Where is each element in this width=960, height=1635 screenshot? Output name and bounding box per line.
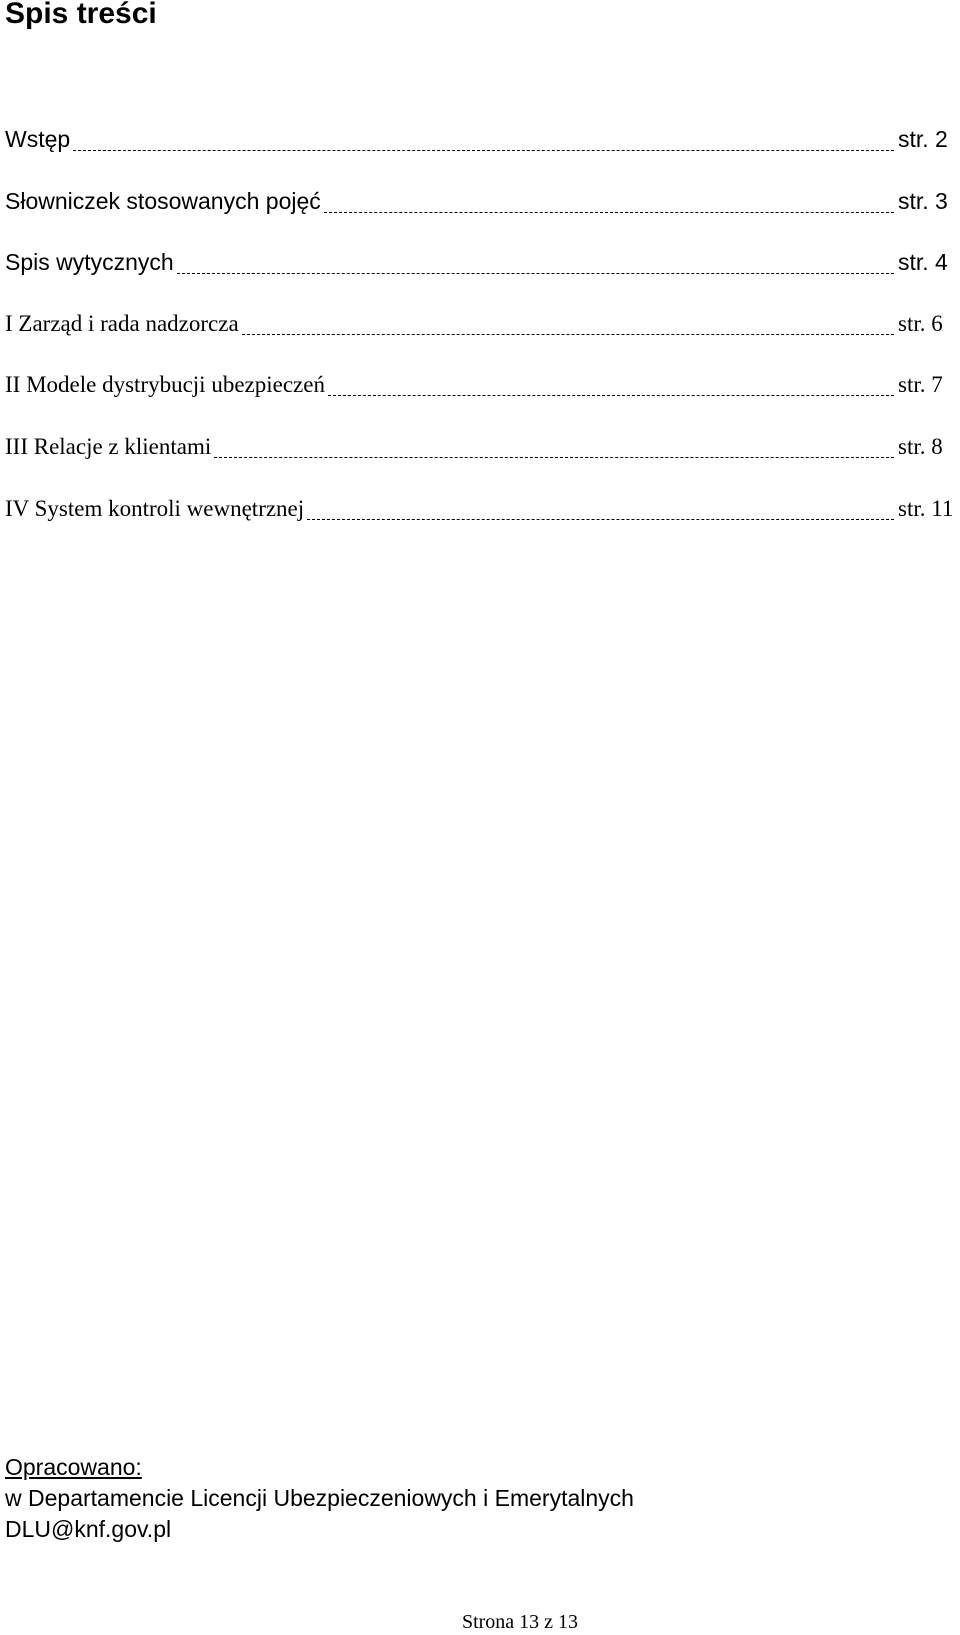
toc-entry-page: str. 2 bbox=[898, 126, 948, 152]
toc-entry-page: str. 3 bbox=[898, 187, 948, 214]
contact-email[interactable]: DLU@knf.gov.pl bbox=[5, 1516, 172, 1542]
toc-dotted-leader bbox=[214, 457, 894, 458]
toc-entry-title: Słowniczek stosowanych pojęć bbox=[5, 187, 321, 214]
toc-dotted-leader bbox=[324, 212, 894, 213]
toc-entry-title: IV System kontroli wewnętrznej bbox=[5, 495, 305, 521]
toc-entry[interactable] bbox=[5, 309, 960, 371]
toc-dotted-leader bbox=[307, 519, 894, 520]
table-of-contents bbox=[5, 124, 960, 555]
toc-entry[interactable] bbox=[5, 370, 960, 432]
toc-entry[interactable] bbox=[5, 186, 960, 248]
toc-entry-page: str. 6 bbox=[898, 310, 943, 336]
toc-entry[interactable] bbox=[5, 494, 960, 556]
toc-dotted-leader bbox=[242, 334, 894, 335]
toc-dotted-leader bbox=[177, 273, 894, 274]
prepared-by-block bbox=[5, 1452, 634, 1545]
toc-entry-page: str. 7 bbox=[898, 372, 943, 398]
page-title: Spis treści bbox=[5, 0, 157, 30]
prepared-by-label: Opracowano: bbox=[5, 1454, 142, 1480]
toc-entry-title: Spis wytycznych bbox=[5, 249, 174, 276]
toc-dotted-leader bbox=[73, 150, 894, 151]
toc-entry-title: Wstęp bbox=[5, 126, 71, 152]
toc-entry[interactable] bbox=[5, 247, 960, 309]
toc-entry-page: str. 11 bbox=[898, 495, 954, 521]
toc-dotted-leader bbox=[328, 395, 894, 396]
page-number: Strona 13 z 13 bbox=[461, 1611, 579, 1633]
toc-entry-page: str. 4 bbox=[898, 249, 948, 276]
department-name: w Departamencie Licencji Ubezpieczeniowych i Emerytalnych bbox=[5, 1485, 634, 1511]
toc-entry[interactable] bbox=[5, 124, 960, 186]
toc-entry[interactable] bbox=[5, 432, 960, 494]
toc-entry-page: str. 8 bbox=[898, 433, 943, 459]
toc-entry-title: III Relacje z klientami bbox=[5, 433, 212, 459]
toc-entry-title: II Modele dystrybucji ubezpieczeń bbox=[5, 372, 325, 398]
toc-entry-title: I Zarząd i rada nadzorcza bbox=[5, 310, 239, 336]
